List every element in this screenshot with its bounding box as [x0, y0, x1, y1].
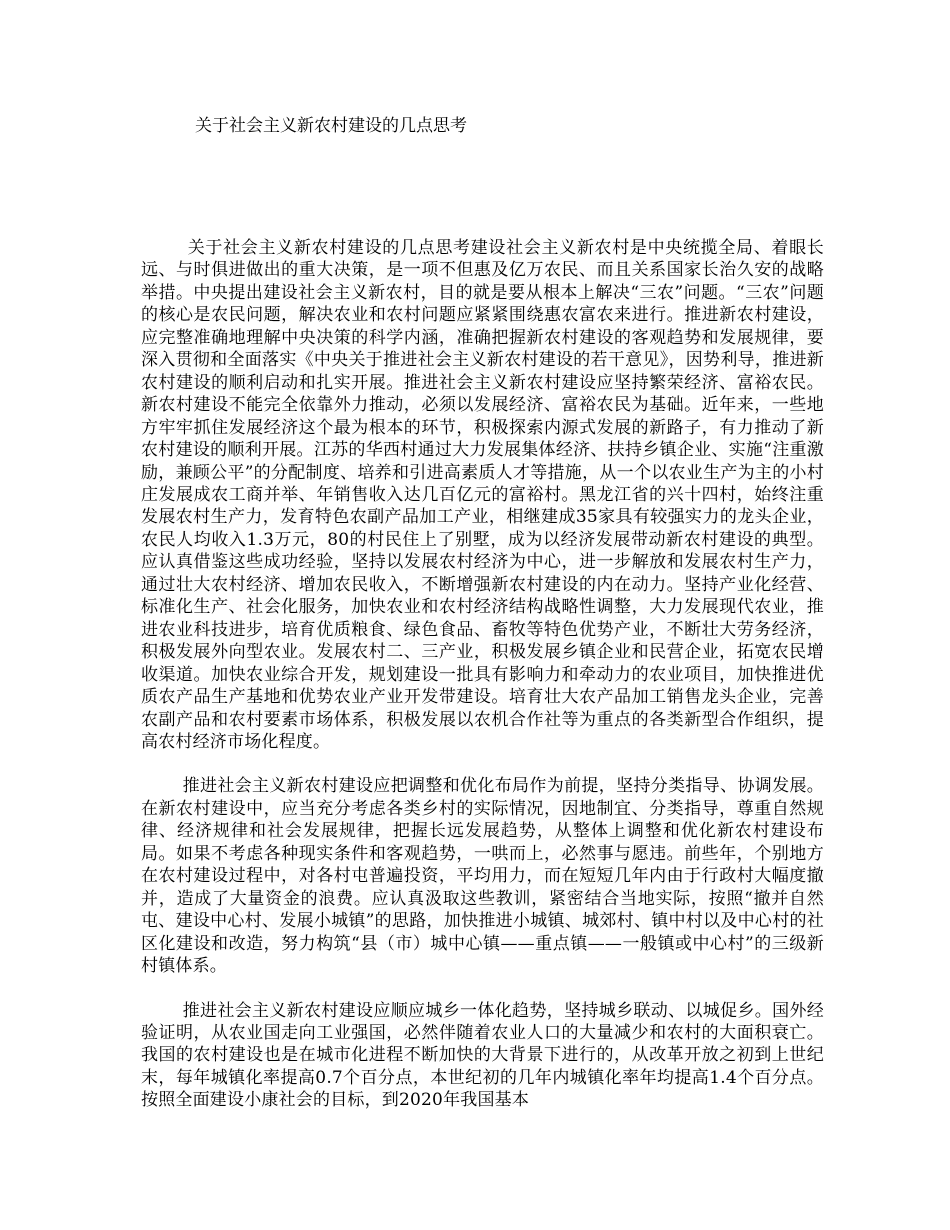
- document-title: 关于社会主义新农村建设的几点思考: [195, 116, 467, 136]
- document-body: [141, 237, 824, 1134]
- paragraph: 推进社会主义新农村建设应把调整和优化布局作为前提，坚持分类指导、协调发展。在新农村建设中，应当充分考虑各类乡村的实际情况，因地制宜、分类指导，尊重自然规律、经济规律和社会发展规律，把握长远发展趋势，从整体上调整和优化新农村建设布局。如果不考虑各种现实条件和客观趋势，一哄而上，必然事与愿违。前些年，个别地方在农村建设过程中，对各村屯普遍投资，平均用力，而在短短几年内由于行政村大幅度撤并，造成了大量资金的浪费。应认真汲取这些教训，紧密结合当地实际，按照“撤并自然屯、建设中心村、发展小城镇”的思路，加快推进小城镇、城郊村、镇中村以及中心村的社区化建设和改造，努力构筑“县（市）城中心镇——重点镇——一般镇或中心村”的三级新村镇体系。: [141, 776, 824, 977]
- paragraph: 推进社会主义新农村建设应顺应城乡一体化趋势，坚持城乡联动、以城促乡。国外经验证明，从农业国走向工业强国，必然伴随着农业人口的大量减少和农村的大面积衰亡。我国的农村建设也是在城市化进程不断加快的大背景下进行的，从改革开放之初到上世纪末，每年城镇化率提高0.7个百分点，本世纪初的几年内城镇化率年均提高1.4个百分点。按照全面建设小康社会的目标，到2020年我国基本: [141, 1000, 824, 1111]
- paragraph: 关于社会主义新农村建设的几点思考建设社会主义新农村是中央统揽全局、着眼长远、与时俱进做出的重大决策，是一项不但惠及亿万农民、而且关系国家长治久安的战略举措。中央提出建设社会主义新农村，目的就是要从根本上解决“三农”问题。“三农”问题的核心是农民问题，解决农业和农村问题应紧紧围绕惠农富农来进行。推进新农村建设，应完整准确地理解中央决策的科学内涵，准确把握新农村建设的客观趋势和发展规律，要深入贯彻和全面落实《中央关于推进社会主义新农村建设的若干意见》，因势利导，推进新农村建设的顺利启动和扎实开展。推进社会主义新农村建设应坚持繁荣经济、富裕农民。新农村建设不能完全依靠外力推动，必须以发展经济、富裕农民为基础。近年来，一些地方牢牢抓住发展经济这个最为根本的环节，积极探索内源式发展的新路子，有力推动了新农村建设的顺利开展。江苏的华西村通过大力发展集体经济、扶持乡镇企业、实施“注重激励，兼顾公平”的分配制度、培养和引进高素质人才等措施，从一个以农业生产为主的小村庄发展成农工商并举、年销售收入达几百亿元的富裕村。黑龙江省的兴十四村，始终注重发展农村生产力，发育特色农副产品加工产业，相继建成35家具有较强实力的龙头企业，农民人均收入1.3万元，80的村民住上了别墅，成为以经济发展带动新农村建设的典型。应认真借鉴这些成功经验，坚持以发展农村经济为中心，进一步解放和发展农村生产力，通过壮大农村经济、增加农民收入，不断增强新农村建设的内在动力。坚持产业化经营、标准化生产、社会化服务，加快农业和农村经济结构战略性调整，大力发展现代农业，推进农业科技进步，培育优质粮食、绿色食品、畜牧等特色优势产业，不断壮大劳务经济，积极发展外向型农业。发展农村二、三产业，积极发展乡镇企业和民营企业，拓宽农民增收渠道。加快农业综合开发，规划建设一批具有影响力和牵动力的农业项目，加快推进优质农产品生产基地和优势农业产业开发带建设。培育壮大农产品加工销售龙头企业，完善农副产品和农村要素市场体系，积极发展以农机合作社等为重点的各类新型合作组织，提高农村经济市场化程度。: [141, 238, 824, 752]
